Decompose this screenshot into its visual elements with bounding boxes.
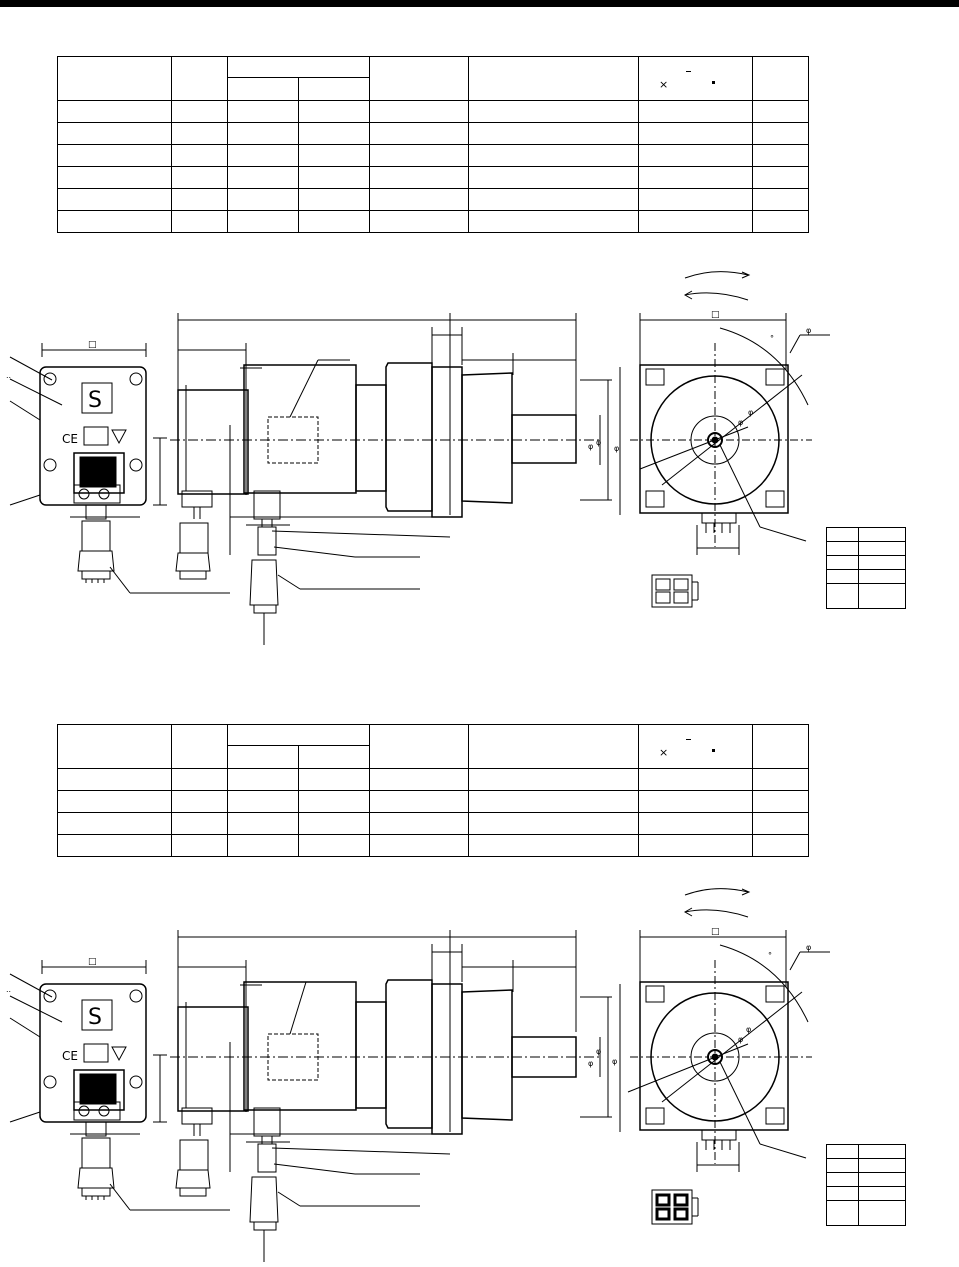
cell bbox=[228, 835, 299, 857]
cell bbox=[858, 528, 905, 542]
cell bbox=[370, 101, 469, 123]
dash-mark bbox=[686, 71, 691, 72]
pin-table-1 bbox=[826, 527, 906, 609]
table-row bbox=[58, 123, 809, 145]
cell bbox=[299, 791, 370, 813]
header-col6 bbox=[469, 57, 639, 101]
cell bbox=[58, 813, 172, 835]
header-col2 bbox=[172, 725, 228, 769]
rotation-arrow-cw bbox=[685, 889, 748, 895]
phi-label: φ bbox=[806, 326, 812, 335]
table-row bbox=[58, 167, 809, 189]
cell bbox=[639, 769, 753, 791]
header-sub-2 bbox=[299, 746, 370, 769]
cell bbox=[370, 167, 469, 189]
cell bbox=[228, 145, 299, 167]
cell bbox=[858, 1201, 905, 1226]
cell bbox=[58, 145, 172, 167]
cell bbox=[228, 189, 299, 211]
header-group bbox=[228, 57, 370, 78]
cell bbox=[639, 791, 753, 813]
header-model bbox=[58, 725, 172, 769]
table-row bbox=[58, 211, 809, 233]
header-sub-1 bbox=[228, 746, 299, 769]
cell bbox=[370, 189, 469, 211]
cell bbox=[753, 769, 809, 791]
cell bbox=[172, 791, 228, 813]
logo-letter: S bbox=[88, 1005, 102, 1030]
cell bbox=[172, 211, 228, 233]
cell bbox=[299, 769, 370, 791]
cell bbox=[370, 835, 469, 857]
header-model bbox=[58, 57, 172, 101]
cell bbox=[827, 1173, 859, 1187]
motor-drawing-2 bbox=[0, 872, 959, 1267]
pin-table-2 bbox=[826, 1144, 906, 1226]
header-col8 bbox=[753, 57, 809, 101]
motor-top-view bbox=[6, 340, 230, 593]
cell bbox=[58, 835, 172, 857]
cell bbox=[299, 211, 370, 233]
rotation-arrow-ccw bbox=[685, 293, 748, 300]
table-row bbox=[58, 813, 809, 835]
motor-drawing-1 bbox=[0, 255, 959, 675]
cell bbox=[469, 123, 639, 145]
cell bbox=[753, 167, 809, 189]
cell bbox=[172, 123, 228, 145]
cell bbox=[639, 167, 753, 189]
cell bbox=[58, 167, 172, 189]
header-col8 bbox=[753, 725, 809, 769]
cell bbox=[858, 542, 905, 556]
table-row bbox=[58, 791, 809, 813]
times-symbol: × bbox=[659, 78, 669, 91]
cell bbox=[753, 189, 809, 211]
cell bbox=[172, 769, 228, 791]
square-label: □ bbox=[711, 927, 720, 937]
phi-label: φ bbox=[596, 1047, 602, 1056]
cell bbox=[469, 769, 639, 791]
phi-label: φ bbox=[614, 444, 620, 453]
cell bbox=[228, 211, 299, 233]
phi-label: φ bbox=[738, 418, 744, 427]
cell bbox=[827, 1145, 859, 1159]
cell bbox=[370, 123, 469, 145]
cell bbox=[299, 123, 370, 145]
cell bbox=[469, 211, 639, 233]
cell bbox=[172, 189, 228, 211]
cell bbox=[827, 556, 859, 570]
cell bbox=[172, 167, 228, 189]
ce-mark: CE bbox=[62, 1049, 78, 1063]
motor-side-view bbox=[170, 313, 620, 645]
cell bbox=[58, 211, 172, 233]
arrow-head bbox=[742, 272, 749, 278]
cell bbox=[172, 145, 228, 167]
times-symbol: × bbox=[659, 746, 669, 759]
cell bbox=[299, 189, 370, 211]
cell bbox=[58, 189, 172, 211]
cell bbox=[370, 145, 469, 167]
dash-mark bbox=[686, 739, 691, 740]
cell bbox=[58, 101, 172, 123]
motor-front-view bbox=[628, 927, 830, 1224]
cell bbox=[370, 211, 469, 233]
cell bbox=[469, 167, 639, 189]
motor-side-view bbox=[170, 930, 620, 1262]
dot-mark bbox=[712, 81, 715, 84]
cell bbox=[299, 167, 370, 189]
cell bbox=[858, 556, 905, 570]
square-label: □ bbox=[711, 310, 720, 320]
header-col6 bbox=[469, 725, 639, 769]
cell bbox=[827, 570, 859, 584]
degree-label: ° bbox=[770, 334, 774, 343]
phi-label: φ bbox=[806, 943, 812, 952]
cell bbox=[299, 145, 370, 167]
table-row bbox=[58, 769, 809, 791]
cell bbox=[753, 101, 809, 123]
cell bbox=[858, 1145, 905, 1159]
motor-front-view bbox=[630, 310, 830, 607]
header-col5 bbox=[370, 725, 469, 769]
cell bbox=[172, 813, 228, 835]
cell bbox=[639, 189, 753, 211]
phi-label: φ bbox=[738, 1035, 744, 1044]
cell bbox=[827, 1201, 859, 1226]
cell bbox=[827, 1187, 859, 1201]
cell bbox=[858, 1187, 905, 1201]
header-col5 bbox=[370, 57, 469, 101]
dot-mark bbox=[712, 749, 715, 752]
cell bbox=[639, 211, 753, 233]
header-col2 bbox=[172, 57, 228, 101]
cell bbox=[228, 813, 299, 835]
cell bbox=[753, 813, 809, 835]
square-label: □ bbox=[88, 340, 97, 350]
cell bbox=[858, 1159, 905, 1173]
cell bbox=[299, 101, 370, 123]
logo-letter: S bbox=[88, 388, 102, 413]
cell bbox=[228, 791, 299, 813]
cell bbox=[753, 835, 809, 857]
cell bbox=[827, 584, 859, 609]
cell bbox=[753, 211, 809, 233]
phi-label: φ bbox=[612, 1057, 618, 1066]
cell bbox=[469, 101, 639, 123]
table-row bbox=[58, 189, 809, 211]
cell bbox=[172, 101, 228, 123]
cell bbox=[827, 542, 859, 556]
header-bar bbox=[0, 0, 959, 7]
cell bbox=[753, 123, 809, 145]
dots-label: .. bbox=[6, 985, 12, 994]
rotation-arrow-cw bbox=[685, 272, 748, 278]
header-sub-1 bbox=[228, 78, 299, 101]
cell bbox=[639, 813, 753, 835]
cell bbox=[753, 791, 809, 813]
cell bbox=[299, 813, 370, 835]
cell bbox=[299, 835, 370, 857]
degree-label: ° bbox=[768, 951, 772, 960]
header-sub-2 bbox=[299, 78, 370, 101]
cell bbox=[370, 791, 469, 813]
cell bbox=[639, 145, 753, 167]
motor-top-view bbox=[6, 957, 230, 1210]
cell bbox=[639, 835, 753, 857]
square-label: □ bbox=[88, 957, 97, 967]
cell bbox=[172, 835, 228, 857]
cell bbox=[58, 791, 172, 813]
arrow-head bbox=[742, 889, 749, 895]
table-row bbox=[58, 835, 809, 857]
cell bbox=[469, 145, 639, 167]
cell bbox=[858, 584, 905, 609]
cell bbox=[58, 123, 172, 145]
table-row bbox=[58, 101, 809, 123]
cell bbox=[58, 769, 172, 791]
header-unit bbox=[639, 57, 753, 101]
phi-label: φ bbox=[748, 408, 754, 417]
table-row bbox=[58, 145, 809, 167]
cell bbox=[228, 769, 299, 791]
cell bbox=[228, 167, 299, 189]
phi-label: φ bbox=[746, 1025, 752, 1034]
cell bbox=[858, 570, 905, 584]
cell bbox=[827, 528, 859, 542]
phi-label: φ bbox=[588, 442, 594, 451]
cell bbox=[228, 101, 299, 123]
cell bbox=[753, 145, 809, 167]
cell bbox=[469, 791, 639, 813]
cell bbox=[639, 123, 753, 145]
cell bbox=[469, 813, 639, 835]
header-unit bbox=[639, 725, 753, 769]
cell bbox=[370, 813, 469, 835]
cell bbox=[228, 123, 299, 145]
cell bbox=[469, 835, 639, 857]
spec-table-2 bbox=[57, 724, 809, 857]
cell bbox=[469, 189, 639, 211]
rotation-arrow-ccw bbox=[685, 910, 748, 917]
phi-label: φ bbox=[588, 1059, 594, 1068]
spec-table-1 bbox=[57, 56, 809, 233]
cell bbox=[370, 769, 469, 791]
header-group bbox=[228, 725, 370, 746]
cell bbox=[639, 101, 753, 123]
dots-label: .. bbox=[6, 371, 12, 380]
ce-mark: CE bbox=[62, 432, 78, 446]
cell bbox=[827, 1159, 859, 1173]
phi-label: φ bbox=[596, 438, 602, 447]
cell bbox=[858, 1173, 905, 1187]
